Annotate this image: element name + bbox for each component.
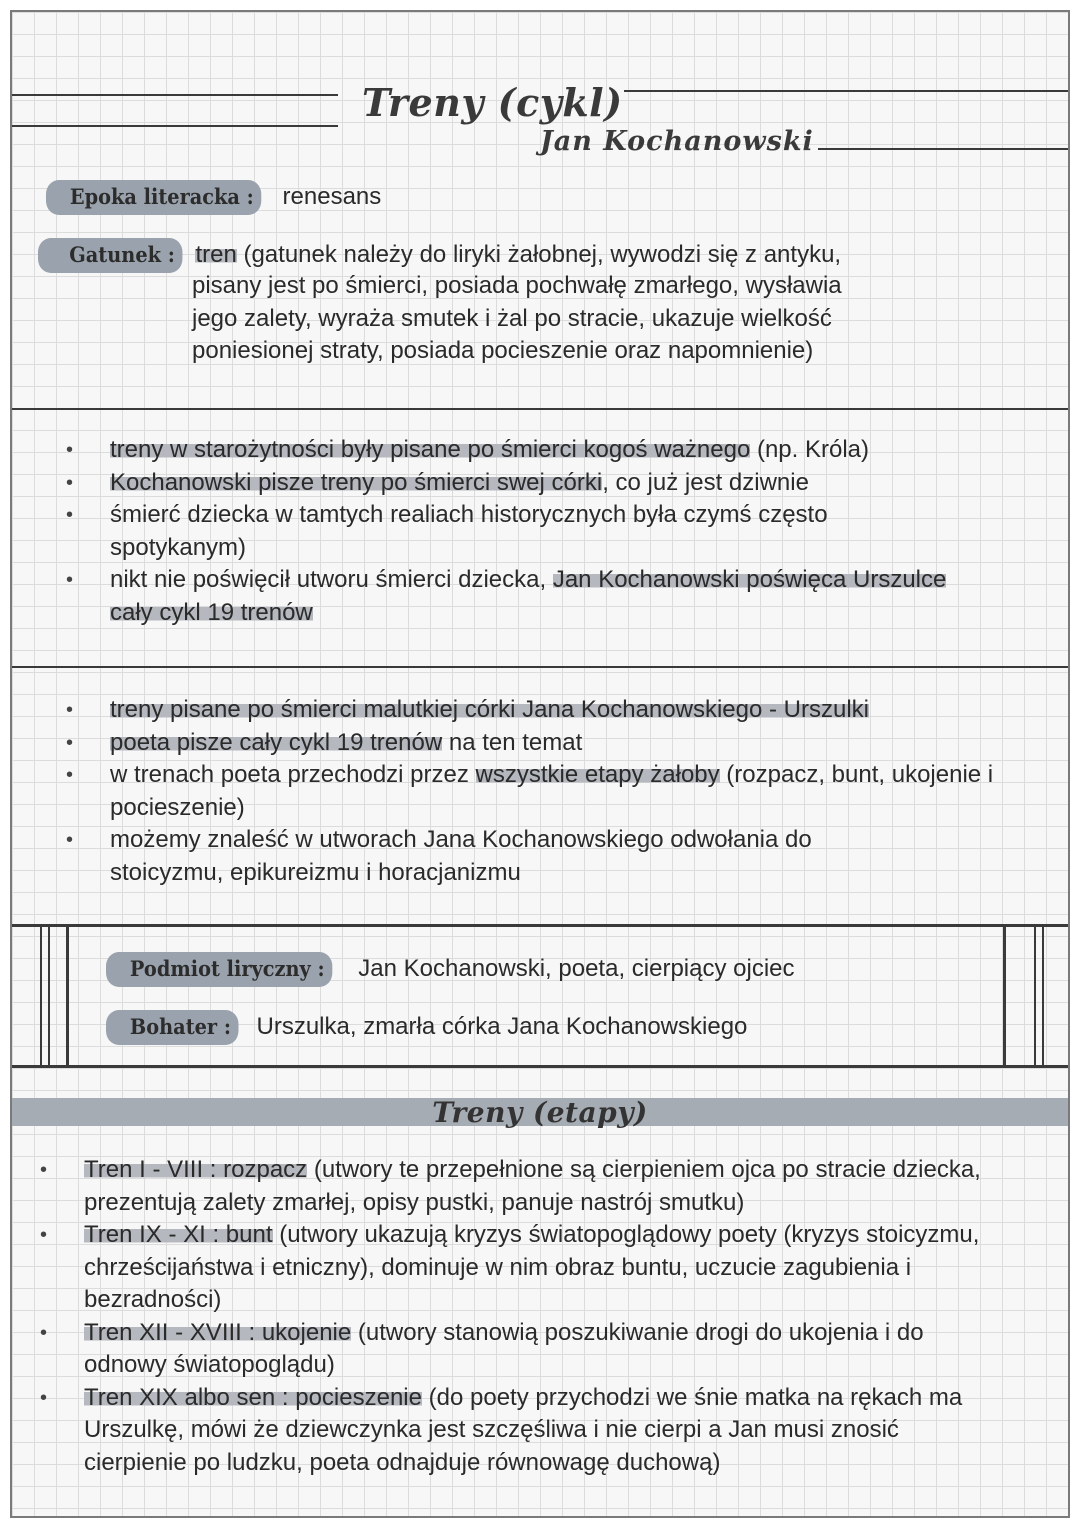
stage-item: • Tren XIX albo sen : pocieszenie (do poety przychodzi we śnie matka na rękach ma Urszulkę, mówi że dziewczynka jest szczęśliwa i nie cierpi a Jan musi znosić cierpienie po ludzku, poeta odnajduje równowagę duchową) — [84, 1382, 1004, 1480]
epoka-value: renesans — [282, 183, 382, 210]
persons-box-inner — [66, 924, 1006, 1068]
gatunek-line-0: (gatunek należy do liryki żałobnej, wywodzi się z antyku, — [243, 241, 842, 268]
header-rule-right-1 — [624, 90, 1068, 92]
bohater-value: Urszulka, zmarła córka Jana Kochanowskiego — [256, 1013, 748, 1040]
facts-item: • poeta pisze cały cykl 19 trenów na ten temat — [110, 727, 1010, 760]
epoka-row — [69, 180, 382, 215]
gatunek-line-2: jego zalety, wyraża smutek i żal po stracie, ukazuje wielkość — [192, 304, 832, 332]
stages-list — [84, 1154, 1004, 1479]
stage-item: • Tren XII - XVIII : ukojenie (utwory stanowią poszukiwanie drogi do ukojenia i do odnowy światopoglądu) — [84, 1317, 1004, 1382]
stage-item: • Tren I - VIII : rozpacz (utwory te przepełnione są cierpieniem ojca po stracie dziecka, prezentują zalety zmarłej, opisy pustki, panuje nastrój smutku) — [84, 1154, 1004, 1219]
podmiot-label: Podmiot liryczny : — [106, 952, 332, 987]
epoka-label: Epoka literacka : — [46, 180, 261, 215]
context-item: • śmierć dziecka w tamtych realiach historycznych była czymś często spotykanym) — [110, 499, 960, 564]
stage-item: • Tren IX - XI : bunt (utwory ukazują kryzys światopoglądowy poety (kryzys stoicyzmu, chrześcijaństwa i etniczny), dominuje w nim obraz buntu, uczucie zagubienia i bezradności) — [84, 1219, 1004, 1317]
context-item: • nikt nie poświęcił utworu śmierci dziecka, Jan Kochanowski poświęca Urszulce cały cykl 19 trenów — [110, 564, 980, 629]
facts-item: • w trenach poeta przechodzi przez wszystkie etapy żałoby (rozpacz, bunt, ukojenie i pocieszenie) — [110, 759, 1000, 824]
persons-box-frame-right — [1034, 924, 1044, 1068]
bohater-label: Bohater : — [106, 1010, 238, 1045]
divider-2 — [12, 666, 1068, 668]
gatunek-line-1: pisany jest po śmierci, posiada pochwałę zmarłego, wysławia — [192, 272, 842, 299]
facts-list — [110, 694, 1010, 889]
podmiot-row — [129, 952, 795, 987]
header-rule-left-2 — [12, 125, 338, 127]
divider-1 — [12, 408, 1068, 410]
facts-item: • możemy znaleść w utworach Jana Kochanowskiego odwołania do stoicyzmu, epikureizmu i horacjanizmu — [110, 824, 930, 889]
context-item: • Kochanowski pisze treny po śmierci swej córki, co już jest dziwnie — [110, 467, 1010, 500]
context-list — [110, 434, 1010, 629]
persons-box-frame — [40, 924, 50, 1068]
gatunek-highlight: tren — [195, 241, 237, 268]
facts-item: • treny pisane po śmierci malutkiej córki Jana Kochanowskiego - Urszulki — [110, 694, 1010, 727]
bohater-row — [129, 1010, 748, 1045]
gatunek-continuation — [192, 270, 992, 368]
gatunek-line-3: poniesionej straty, posiada pocieszenie oraz napomnienie) — [192, 337, 814, 364]
podmiot-value: Jan Kochanowski, poeta, cierpiący ojciec — [358, 955, 795, 982]
page-author: Jan Kochanowski — [540, 126, 814, 157]
gatunek-label: Gatunek : — [38, 238, 182, 273]
note-page — [10, 10, 1070, 1518]
header-rule-left-1 — [12, 94, 338, 96]
header-rule-right-2 — [818, 148, 1068, 150]
gatunek-row — [69, 238, 972, 273]
context-item: • treny w starożytności były pisane po śmierci kogoś ważnego (np. Króla) — [110, 434, 1010, 467]
stages-title: Treny (etapy) — [432, 1096, 648, 1129]
page-title: Treny (cykl) — [362, 80, 623, 125]
